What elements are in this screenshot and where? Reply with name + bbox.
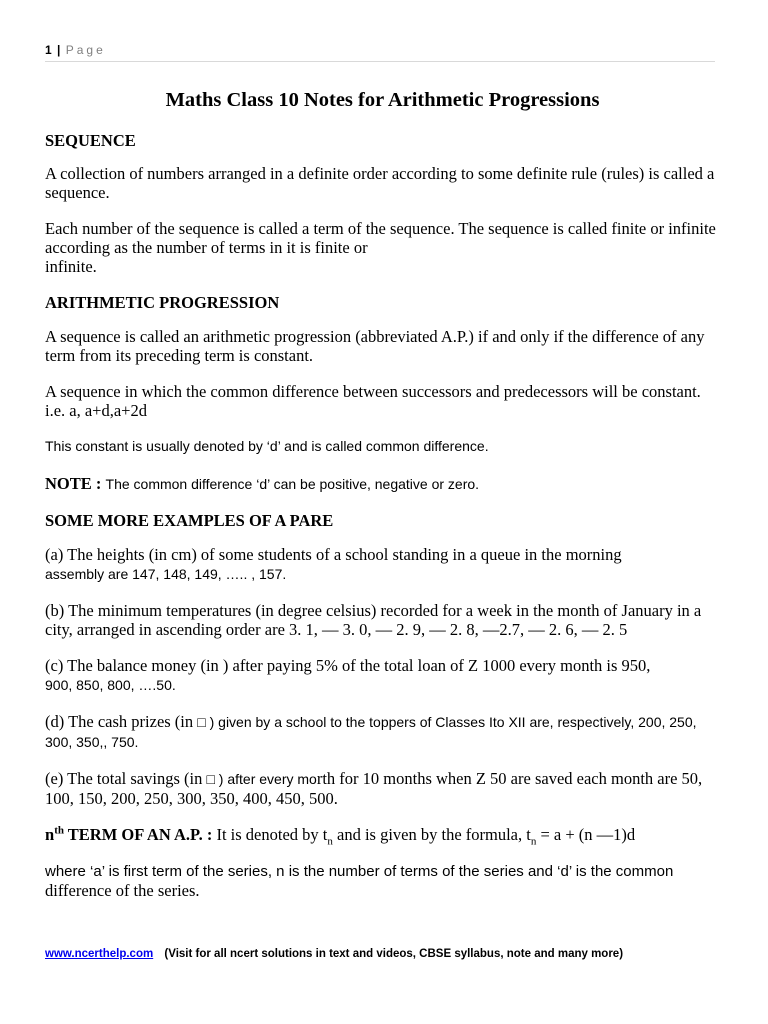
page-footer [45,948,735,960]
footer-text: (Visit for all ncert solutions in text and videos, CBSE syllabus, note and many more) [164,948,624,960]
example-e-main: (e) The total savings (in [45,768,203,788]
nth-text-2: and is given by the formula, t [337,824,531,844]
ap-paragraph-2: A sequence in which the common difference between successors and predecessors will be constant. i.e. a, a+d,a+2d [45,382,701,421]
example-a [45,545,720,584]
nth-where-line-1: where ‘a’ is first term of the series, n is the number of terms of the series and ‘d’ is the common [45,862,674,880]
page-separator: | [57,43,61,57]
example-c [45,656,720,695]
sequence-paragraph-2-end: infinite. [45,257,97,277]
example-c-alt: 900, 850, 800, ….50. [45,676,176,693]
example-e-rest: rth for 10 months when Z 50 are saved each month are 50, 100, 150, 200, 250, 300, 350, 400, 450, 500. [45,768,703,808]
ap-paragraph-3: This constant is usually denoted by ‘d’ and is called common difference. [45,438,489,455]
example-e-alt: □ ) after every mo [206,770,317,787]
example-e [45,769,720,808]
nth-th: th [54,824,64,837]
nth-text-3: = a + (n —1)d [540,824,636,844]
nth-text-1: It is denoted by t [216,824,328,844]
nth-where-line-2: difference of the series. [45,880,200,900]
heading-sequence: SEQUENCE [45,130,136,150]
nth-label: TERM OF AN A.P. : [67,824,213,844]
note-text: The common difference ‘d’ can be positive, negative or zero. [105,476,480,493]
heading-arithmetic-progression: ARITHMETIC PROGRESSION [45,293,280,313]
example-d-alt: □ ) given by a school to the toppers of Classes Ito XII are, respectively, 200, 250, 300, 350,, 750. [45,713,697,750]
example-c-main: (c) The balance money (in ) after paying 5% of the total loan of Z 1000 every month is 950, [45,655,651,675]
page-word: Page [65,43,106,57]
page-header [45,43,715,62]
ap-paragraph-1: A sequence is called an arithmetic progression (abbreviated A.P.) if and only if the difference of any term from its preceding term is constant. [45,327,705,366]
example-d [45,712,720,752]
nth-n: n [45,824,55,844]
footer-link[interactable]: www.ncerthelp.com [45,948,154,960]
sequence-paragraph-2-text: Each number of the sequence is called a term of the sequence. The sequence is called finite or infinite according as the number of terms in it is finite or [45,219,716,258]
note-paragraph [45,474,720,494]
sequence-paragraph-1: A collection of numbers arranged in a definite order according to some definite rule (rules) is called a sequence. [45,164,715,203]
example-b: (b) The minimum temperatures (in degree celsius) recorded for a week in the month of January in a city, arranged in ascending order are 3. 1, — 3. 0, — 2. 9, — 2. 8, —2.7, — 2. 6, — 2. 5 [45,600,702,639]
nth-term-formula [45,824,720,848]
document-body [45,88,720,917]
nth-sub-1: n [327,835,333,848]
note-label: NOTE : [45,474,102,494]
example-d-main: (d) The cash prizes (in [45,711,194,731]
example-a-alt: assembly are 147, 148, 149, ….. , 157. [45,565,287,582]
sequence-paragraph-2 [45,219,720,276]
page-number: 1 [45,43,52,57]
heading-examples: SOME MORE EXAMPLES OF A PARE [45,511,334,531]
example-a-main: (a) The heights (in cm) of some students of a school standing in a queue in the morning [45,544,622,564]
nth-where [45,861,720,900]
document-title: Maths Class 10 Notes for Arithmetic Progressions [165,89,600,111]
nth-sub-2: n [530,835,537,848]
